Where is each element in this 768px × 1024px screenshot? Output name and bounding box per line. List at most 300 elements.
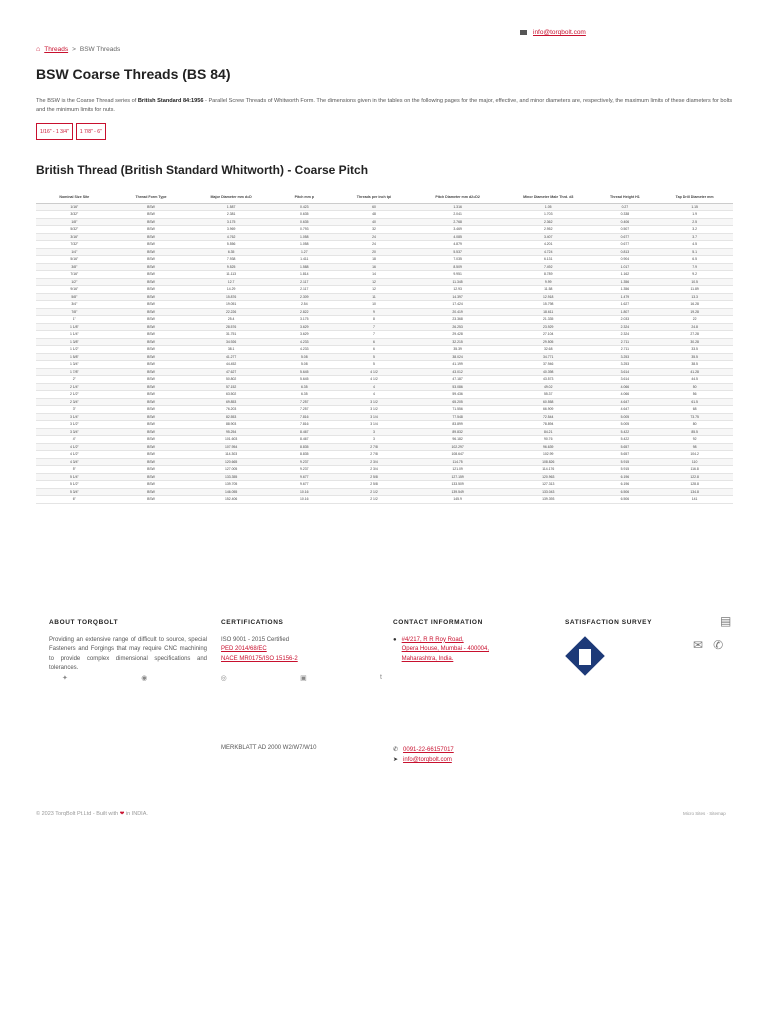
table-cell: 3" bbox=[36, 406, 113, 414]
table-cell: 127.313 bbox=[503, 481, 594, 489]
table-row bbox=[36, 331, 733, 339]
footer-contact bbox=[393, 618, 548, 664]
table-row bbox=[36, 466, 733, 474]
breadcrumb bbox=[36, 46, 120, 53]
table-cell: 4.233 bbox=[273, 346, 336, 354]
table-row bbox=[36, 383, 733, 391]
footer-links[interactable]: Micro Sites · Sitemap bbox=[683, 811, 726, 816]
table-cell: 10.16 bbox=[273, 496, 336, 504]
table-cell: 3.175 bbox=[189, 218, 273, 226]
table-cell: 4 1/2 bbox=[336, 368, 413, 376]
table-cell: 35.39 bbox=[412, 346, 503, 354]
thread-table-container bbox=[36, 191, 733, 504]
table-cell: 38.024 bbox=[412, 353, 503, 361]
table-cell: 1.479 bbox=[594, 293, 657, 301]
table-cell: 43.012 bbox=[412, 368, 503, 376]
table-cell: 5.556 bbox=[189, 241, 273, 249]
table-cell: 3.407 bbox=[503, 233, 594, 241]
table-cell: 2.711 bbox=[594, 338, 657, 346]
tab-large-sizes[interactable]: 1 7/8" - 6" bbox=[76, 123, 106, 140]
table-cell: 96.182 bbox=[412, 436, 503, 444]
table-cell: 4 3/4" bbox=[36, 458, 113, 466]
table-cell: 6.35 bbox=[273, 391, 336, 399]
table-cell: 7.9 bbox=[656, 263, 733, 271]
table-cell: 80 bbox=[656, 421, 733, 429]
table-cell: 3.253 bbox=[594, 361, 657, 369]
table-cell: 133.509 bbox=[412, 481, 503, 489]
table-cell: 20.419 bbox=[412, 308, 503, 316]
table-cell: 3 3/4" bbox=[36, 428, 113, 436]
table-cell: 1.411 bbox=[273, 256, 336, 264]
table-row bbox=[36, 316, 733, 324]
table-cell: 1.356 bbox=[594, 286, 657, 294]
table-cell: 9.677 bbox=[273, 481, 336, 489]
table-cell: 5.645 bbox=[273, 376, 336, 384]
table-cell: 12 bbox=[336, 278, 413, 286]
table-cell: 4.724 bbox=[503, 248, 594, 256]
table-header-cell: Tap Drill Diameter mm bbox=[656, 191, 733, 203]
table-cell: 23.368 bbox=[412, 316, 503, 324]
table-cell: BSW bbox=[113, 263, 190, 271]
table-cell: 4.066 bbox=[594, 383, 657, 391]
table-cell: 22 bbox=[656, 316, 733, 324]
table-cell: 9.237 bbox=[273, 458, 336, 466]
table-cell: BSW bbox=[113, 331, 190, 339]
table-cell: 2 3/4 bbox=[336, 466, 413, 474]
table-cell: 2.362 bbox=[503, 218, 594, 226]
table-row bbox=[36, 481, 733, 489]
table-cell: 8.835 bbox=[273, 451, 336, 459]
table-cell: BSW bbox=[113, 361, 190, 369]
table-cell: 145.9 bbox=[412, 496, 503, 504]
table-cell: 3 bbox=[336, 428, 413, 436]
table-row bbox=[36, 271, 733, 279]
table-cell: 3.7 bbox=[656, 233, 733, 241]
table-cell: 1.316 bbox=[412, 203, 503, 211]
table-cell: BSW bbox=[113, 211, 190, 219]
table-cell: 31.751 bbox=[189, 331, 273, 339]
twitter-icon[interactable]: ✦ bbox=[62, 675, 68, 682]
table-cell: 77.548 bbox=[412, 413, 503, 421]
table-cell: 1.017 bbox=[594, 263, 657, 271]
table-cell: 1.356 bbox=[594, 278, 657, 286]
table-row bbox=[36, 443, 733, 451]
table-row bbox=[36, 406, 733, 414]
table-cell: 3.629 bbox=[273, 331, 336, 339]
table-cell: BSW bbox=[113, 473, 190, 481]
table-cell: 1/8" bbox=[36, 218, 113, 226]
table-cell: BSW bbox=[113, 481, 190, 489]
table-row bbox=[36, 301, 733, 309]
table-cell: 107.954 bbox=[189, 443, 273, 451]
table-cell: 61.5 bbox=[656, 398, 733, 406]
table-cell: 96.639 bbox=[503, 443, 594, 451]
table-cell: 1.058 bbox=[273, 241, 336, 249]
table-cell: 5.422 bbox=[594, 428, 657, 436]
table-cell: 28.576 bbox=[189, 323, 273, 331]
table-cell: 6.506 bbox=[594, 488, 657, 496]
table-cell: 5.08 bbox=[273, 361, 336, 369]
table-cell: 2 1/2 bbox=[336, 496, 413, 504]
table-row bbox=[36, 203, 733, 211]
table-cell: 6.196 bbox=[594, 473, 657, 481]
table-cell: 3.614 bbox=[594, 368, 657, 376]
topbar-email-link[interactable]: info@torqbolt.com bbox=[533, 29, 586, 36]
table-cell: 3 1/4" bbox=[36, 413, 113, 421]
table-cell: 1.587 bbox=[189, 203, 273, 211]
table-header-cell: Thread Height H1 bbox=[594, 191, 657, 203]
table-cell: 0.507 bbox=[594, 226, 657, 234]
table-cell: 5.005 bbox=[594, 413, 657, 421]
table-cell: 1/2" bbox=[36, 278, 113, 286]
table-cell: 15.798 bbox=[503, 301, 594, 309]
table-cell: 3.969 bbox=[189, 226, 273, 234]
table-cell: 4.085 bbox=[412, 233, 503, 241]
table-cell: 11.58 bbox=[503, 286, 594, 294]
table-cell: 6.196 bbox=[594, 481, 657, 489]
cert-iso: ISO 9001 - 2015 Certified bbox=[221, 636, 290, 643]
table-cell: 1.9 bbox=[656, 211, 733, 219]
table-cell: 10 bbox=[336, 301, 413, 309]
table-cell: 29.428 bbox=[412, 331, 503, 339]
table-cell: BSW bbox=[113, 286, 190, 294]
table-cell: 5.915 bbox=[594, 466, 657, 474]
table-cell: 0.635 bbox=[273, 211, 336, 219]
table-cell: 2.711 bbox=[594, 346, 657, 354]
table-cell: 120.665 bbox=[189, 458, 273, 466]
table-row bbox=[36, 451, 733, 459]
table-cell: 2 3/4" bbox=[36, 398, 113, 406]
table-cell: BSW bbox=[113, 271, 190, 279]
table-cell: 89.832 bbox=[412, 428, 503, 436]
table-cell: BSW bbox=[113, 443, 190, 451]
table-cell: 122.8 bbox=[656, 473, 733, 481]
cert-ped-link[interactable]: PED 2014/68/EC bbox=[221, 646, 267, 652]
table-cell: 13.3 bbox=[656, 293, 733, 301]
table-cell: 0.793 bbox=[273, 226, 336, 234]
table-row bbox=[36, 233, 733, 241]
table-cell: 3 1/2 bbox=[336, 406, 413, 414]
table-cell: 32 bbox=[336, 226, 413, 234]
table-cell: 152.406 bbox=[189, 496, 273, 504]
pinterest-icon[interactable]: ◎ bbox=[220, 675, 227, 682]
table-cell: 63.502 bbox=[189, 391, 273, 399]
table-cell: 41.199 bbox=[412, 361, 503, 369]
table-cell: 5.005 bbox=[594, 421, 657, 429]
table-cell: 1.162 bbox=[594, 271, 657, 279]
table-cell: 1 1/2" bbox=[36, 346, 113, 354]
table-cell: BSW bbox=[113, 293, 190, 301]
table-cell: BSW bbox=[113, 451, 190, 459]
table-cell: BSW bbox=[113, 376, 190, 384]
table-cell: 0.406 bbox=[594, 218, 657, 226]
table-cell: 5.645 bbox=[273, 368, 336, 376]
table-cell: 3 1/4 bbox=[336, 413, 413, 421]
table-cell: 6.131 bbox=[503, 256, 594, 264]
table-cell: BSW bbox=[113, 233, 190, 241]
table-header-cell: Thread Form Type bbox=[113, 191, 190, 203]
table-cell: 40.398 bbox=[503, 368, 594, 376]
table-header-cell: Major Diameter mm d=D bbox=[189, 191, 273, 203]
table-header-row bbox=[36, 191, 733, 203]
table-cell: 5.657 bbox=[594, 443, 657, 451]
table-row bbox=[36, 398, 733, 406]
table-cell: 120.963 bbox=[503, 473, 594, 481]
table-cell: 11.89 bbox=[656, 286, 733, 294]
table-cell: 69.853 bbox=[189, 398, 273, 406]
table-cell: 12.918 bbox=[503, 293, 594, 301]
table-cell: BSW bbox=[113, 368, 190, 376]
table-cell: 2 7/8 bbox=[336, 451, 413, 459]
heart-icon: ❤ bbox=[119, 811, 125, 817]
table-cell: 88.903 bbox=[189, 421, 273, 429]
table-cell: 48 bbox=[336, 211, 413, 219]
table-cell: 2.117 bbox=[273, 286, 336, 294]
table-cell: 24 bbox=[336, 233, 413, 241]
table-cell: 27.28 bbox=[656, 331, 733, 339]
table-row bbox=[36, 211, 733, 219]
table-cell: 1 7/8" bbox=[36, 368, 113, 376]
table-cell: 3.469 bbox=[412, 226, 503, 234]
table-cell: 24 bbox=[336, 241, 413, 249]
table-cell: 41.28 bbox=[656, 368, 733, 376]
table-cell: 1" bbox=[36, 316, 113, 324]
table-cell: 21.335 bbox=[503, 316, 594, 324]
table-cell: 1.814 bbox=[273, 271, 336, 279]
table-cell: 9/16" bbox=[36, 286, 113, 294]
table-cell: 22.226 bbox=[189, 308, 273, 316]
about-heading: ABOUT TORQBOLT bbox=[49, 619, 119, 626]
table-cell: 6 bbox=[336, 338, 413, 346]
table-row bbox=[36, 323, 733, 331]
table-cell: 16.28 bbox=[656, 301, 733, 309]
table-cell: 0.677 bbox=[594, 241, 657, 249]
table-cell: 4 bbox=[336, 383, 413, 391]
table-cell: 6.35 bbox=[189, 248, 273, 256]
table-cell: 1.058 bbox=[273, 233, 336, 241]
address-line-3[interactable]: Maharashtra, India. bbox=[401, 655, 454, 662]
table-cell: 1.627 bbox=[594, 301, 657, 309]
table-cell: 1 3/4" bbox=[36, 361, 113, 369]
thread-table bbox=[36, 191, 733, 504]
table-cell: 15.876 bbox=[189, 293, 273, 301]
table-cell: 3/16" bbox=[36, 233, 113, 241]
table-cell: 4.066 bbox=[594, 391, 657, 399]
table-cell: 7.816 bbox=[273, 421, 336, 429]
instagram-icon[interactable]: ▣ bbox=[300, 675, 307, 682]
intro-text-before: The BSW is the Coarse Thread series of bbox=[36, 98, 138, 104]
table-cell: 84.21 bbox=[503, 428, 594, 436]
table-cell: 116.8 bbox=[656, 466, 733, 474]
table-cell: BSW bbox=[113, 398, 190, 406]
table-cell: 47.627 bbox=[189, 368, 273, 376]
table-cell: BSW bbox=[113, 316, 190, 324]
table-cell: 14 bbox=[336, 271, 413, 279]
table-cell: BSW bbox=[113, 218, 190, 226]
survey-card bbox=[578, 648, 592, 666]
phone-link[interactable]: 0091-22-66157017 bbox=[403, 747, 454, 753]
table-cell: 98 bbox=[656, 443, 733, 451]
footer-certifications bbox=[221, 618, 371, 664]
table-cell: 128.8 bbox=[656, 481, 733, 489]
home-icon[interactable]: ⌂ bbox=[36, 46, 41, 53]
address-line-2[interactable]: Opera House, Mumbai - 400004, bbox=[401, 646, 490, 652]
table-cell: 114.176 bbox=[503, 466, 594, 474]
table-cell: 2.041 bbox=[412, 211, 503, 219]
merkblatt-text: MERKBLATT AD 2000 W2/W7/W10 bbox=[221, 745, 317, 751]
table-cell: 71.556 bbox=[412, 406, 503, 414]
table-row bbox=[36, 421, 733, 429]
table-cell: 90.76 bbox=[503, 436, 594, 444]
table-cell: 3 bbox=[336, 436, 413, 444]
table-cell: 60.558 bbox=[503, 398, 594, 406]
side-icons bbox=[720, 614, 731, 628]
table-cell: 5 1/2" bbox=[36, 481, 113, 489]
table-cell: 18.611 bbox=[503, 308, 594, 316]
table-cell: 4 1/2" bbox=[36, 443, 113, 451]
tab-small-sizes[interactable]: 1/16" - 1 3/4" bbox=[36, 123, 73, 140]
table-cell: 141 bbox=[656, 496, 733, 504]
table-cell: 133.355 bbox=[189, 473, 273, 481]
footer-email-link[interactable]: info@torqbolt.com bbox=[403, 757, 452, 763]
pdf-icon[interactable]: ▤ bbox=[720, 614, 732, 628]
table-row bbox=[36, 218, 733, 226]
breadcrumb-current: BSW Threads bbox=[79, 46, 121, 53]
table-cell: 7/16" bbox=[36, 271, 113, 279]
table-cell: 7.816 bbox=[273, 413, 336, 421]
table-cell: 2.033 bbox=[594, 316, 657, 324]
table-cell: 4.647 bbox=[594, 406, 657, 414]
table-cell: 2.381 bbox=[189, 211, 273, 219]
table-cell: 7.257 bbox=[273, 398, 336, 406]
table-cell: 4.233 bbox=[273, 338, 336, 346]
intro-text-after: - Parallel Screw Threads of Whitworth Form. The dimensions given in the tables on the following pages for the major, effective, and minor diameters are, respectively, the maximum limits of these diameters for bolts and the minimum limits for nuts. bbox=[36, 98, 733, 113]
table-cell: 3.614 bbox=[594, 376, 657, 384]
table-cell: 92 bbox=[656, 436, 733, 444]
table-cell: 3/4" bbox=[36, 301, 113, 309]
survey-badge-image[interactable] bbox=[565, 636, 605, 676]
table-cell: 9.677 bbox=[273, 473, 336, 481]
copyright-after: in INDIA. bbox=[125, 811, 148, 817]
table-row bbox=[36, 353, 733, 361]
contact-heading: CONTACT INFORMATION bbox=[393, 619, 483, 626]
table-cell: 49.02 bbox=[503, 383, 594, 391]
table-cell: 3.175 bbox=[273, 316, 336, 324]
table-cell: 26.253 bbox=[412, 323, 503, 331]
table-cell: 1/4" bbox=[36, 248, 113, 256]
table-cell: 5/32" bbox=[36, 226, 113, 234]
table-cell: 50.802 bbox=[189, 376, 273, 384]
table-cell: 34.771 bbox=[503, 353, 594, 361]
table-cell: 5 bbox=[336, 353, 413, 361]
table-cell: 14.29 bbox=[189, 286, 273, 294]
table-row bbox=[36, 286, 733, 294]
table-cell: 6.35 bbox=[273, 383, 336, 391]
send-icon: ➤ bbox=[393, 757, 399, 763]
table-cell: 55.37 bbox=[503, 391, 594, 399]
table-cell: 7/32" bbox=[36, 241, 113, 249]
table-cell: 139.705 bbox=[189, 481, 273, 489]
table-cell: 34.926 bbox=[189, 338, 273, 346]
table-cell: 12.93 bbox=[412, 286, 503, 294]
table-cell: 10.16 bbox=[273, 488, 336, 496]
breadcrumb-threads-link[interactable]: Threads bbox=[44, 46, 69, 53]
table-cell: 108.826 bbox=[503, 458, 594, 466]
table-cell: 0.813 bbox=[594, 248, 657, 256]
table-cell: 9.525 bbox=[189, 263, 273, 271]
table-cell: 5.915 bbox=[594, 458, 657, 466]
table-cell: 102.297 bbox=[412, 443, 503, 451]
table-cell: 3/32" bbox=[36, 211, 113, 219]
table-cell: 24.8 bbox=[656, 323, 733, 331]
size-tabs bbox=[36, 123, 106, 140]
breadcrumb-separator: > bbox=[72, 46, 76, 53]
table-cell: 65.205 bbox=[412, 398, 503, 406]
table-cell: 5 1/4" bbox=[36, 473, 113, 481]
table-cell: 4.201 bbox=[503, 241, 594, 249]
table-cell: 27.104 bbox=[503, 331, 594, 339]
table-header-cell: Minor Diameter Male Thrd. d3 bbox=[503, 191, 594, 203]
tumblr-icon[interactable]: t bbox=[380, 674, 382, 681]
table-cell: 5.422 bbox=[594, 436, 657, 444]
table-row bbox=[36, 436, 733, 444]
social-links bbox=[62, 674, 382, 682]
table-cell: BSW bbox=[113, 308, 190, 316]
facebook-icon[interactable]: ◉ bbox=[141, 675, 148, 682]
table-cell: 8 bbox=[336, 316, 413, 324]
table-cell: 0.27 bbox=[594, 203, 657, 211]
table-cell: 121.09 bbox=[412, 466, 503, 474]
table-row bbox=[36, 256, 733, 264]
address-line-1[interactable]: #4/217, R R Roy Road, bbox=[401, 636, 464, 643]
table-cell: BSW bbox=[113, 301, 190, 309]
whatsapp-icon[interactable]: ✆ bbox=[713, 638, 724, 652]
table-cell: 110 bbox=[656, 458, 733, 466]
table-cell: 127.159 bbox=[412, 473, 503, 481]
table-cell: 5.657 bbox=[594, 451, 657, 459]
table-cell: 3/8" bbox=[36, 263, 113, 271]
table-row bbox=[36, 361, 733, 369]
table-cell: 6.506 bbox=[594, 496, 657, 504]
table-cell: 1 5/8" bbox=[36, 353, 113, 361]
table-cell: 25.4 bbox=[189, 316, 273, 324]
table-cell: 29.505 bbox=[503, 338, 594, 346]
table-cell: BSW bbox=[113, 241, 190, 249]
table-row bbox=[36, 413, 733, 421]
table-cell: 56 bbox=[656, 391, 733, 399]
table-cell: 12 bbox=[336, 286, 413, 294]
side-contact-icons bbox=[693, 638, 723, 652]
table-cell: 7.257 bbox=[273, 406, 336, 414]
table-cell: 4.879 bbox=[412, 241, 503, 249]
envelope-icon[interactable]: ✉ bbox=[693, 638, 704, 652]
table-cell: 3.253 bbox=[594, 353, 657, 361]
page-title: BSW Coarse Threads (BS 84) bbox=[36, 66, 231, 82]
copyright-before: © 2023 TorqBolt Pt.Ltd - Built with bbox=[36, 811, 119, 817]
table-cell: BSW bbox=[113, 413, 190, 421]
table-cell: 43.573 bbox=[503, 376, 594, 384]
table-cell: 53.086 bbox=[412, 383, 503, 391]
table-cell: 9.99 bbox=[503, 278, 594, 286]
table-cell: 19.28 bbox=[656, 308, 733, 316]
table-cell: 57.152 bbox=[189, 383, 273, 391]
table-row bbox=[36, 248, 733, 256]
table-cell: 9 bbox=[336, 308, 413, 316]
table-cell: 1 3/8" bbox=[36, 338, 113, 346]
survey-heading: SATISFACTION SURVEY bbox=[565, 619, 653, 626]
table-cell: BSW bbox=[113, 428, 190, 436]
cert-nace-link[interactable]: NACE MR0175/ISO 15156-2 bbox=[221, 655, 298, 662]
